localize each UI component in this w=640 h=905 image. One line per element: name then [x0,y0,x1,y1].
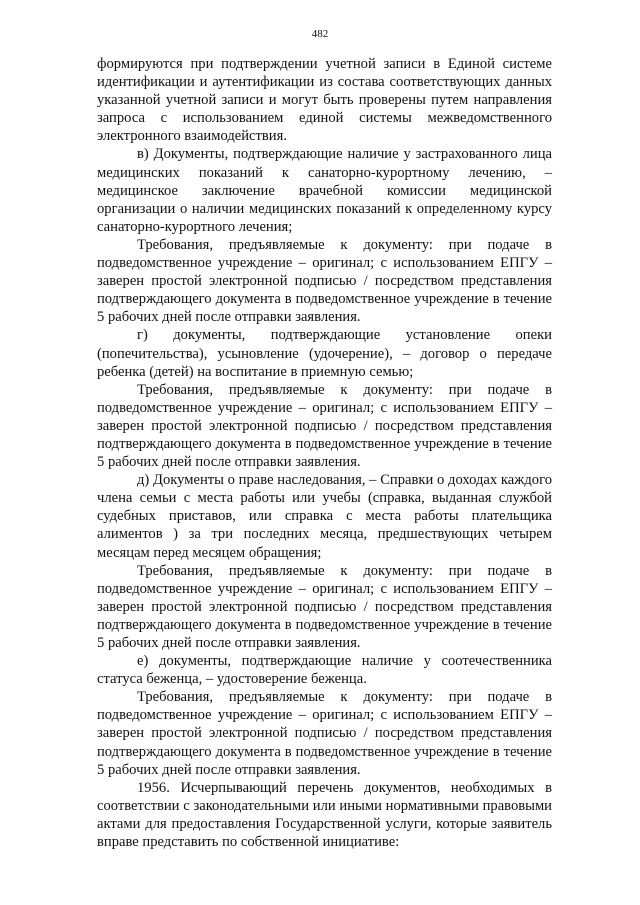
paragraph-requirements: Требования, предъявляемые к документу: при подаче в подведомственное учреждение – оригинал; с использованием ЕПГУ – заверен простой электронной подписью / посредством представления подтверждающего документа в подведомственное учреждение в течение 5 рабочих дней после отправки заявления. [97,381,552,471]
paragraph-item-v: в) Документы, подтверждающие наличие у застрахованного лица медицинских показаний к санаторно-курортному лечению, – медицинское заключение врачебной комиссии медицинской организации о наличии медицинских показаний к определенному курсу санаторно-курортного лечения; [97,146,552,235]
paragraph-continuation: формируются при подтверждении учетной записи в Единой системе идентификации и аутентификации из состава соответствующих данных указанной учетной записи и могут быть проверены путем направления запроса с использованием единой системы межведомственного электронного взаимодействия. [97,56,552,145]
document-body [97,55,552,851]
paragraph-requirements: Требования, предъявляемые к документу: при подаче в подведомственное учреждение – оригинал; с использованием ЕПГУ – заверен простой электронной подписью / посредством представления подтверждающего документа в подведомственное учреждение в течение 5 рабочих дней после отправки заявления. [97,689,552,778]
page-number: 482 [311,28,329,40]
paragraph-requirements: Требования, предъявляемые к документу: при подаче в подведомственное учреждение – оригинал; с использованием ЕПГУ – заверен простой электронной подписью / посредством представления подтверждающего документа в подведомственное учреждение в течение 5 рабочих дней после отправки заявления. [97,236,552,326]
paragraph-item-d: д) Документы о праве наследования, – Справки о доходах каждого члена семьи с места работы или учебы (справка, выданная службой судебных приставов, или справка с места работы плательщика алиментов ) за три последних месяца, предшествующих четырем месяцам перед месяцем обращения; [97,472,552,561]
paragraph-section-1956: 1956. Исчерпывающий перечень документов, необходимых в соответствии с законодательными или иными нормативными правовыми актами для предоставления Государственной услуги, которые заявитель вправе представить по собственной инициативе: [97,779,552,851]
paragraph-requirements: Требования, предъявляемые к документу: при подаче в подведомственное учреждение – оригинал; с использованием ЕПГУ – заверен простой электронной подписью / посредством представления подтверждающего документа в подведомственное учреждение в течение 5 рабочих дней после отправки заявления. [97,562,552,651]
paragraph-item-g: г) документы, подтверждающие установление опеки (попечительства), усыновление (удочерение), – договор о передаче ребенка (детей) на воспитание в приемную семью; [97,327,552,380]
paragraph-item-e: е) документы, подтверждающие наличие у соотечественника статуса беженца, – удостоверение беженца. [97,653,552,688]
